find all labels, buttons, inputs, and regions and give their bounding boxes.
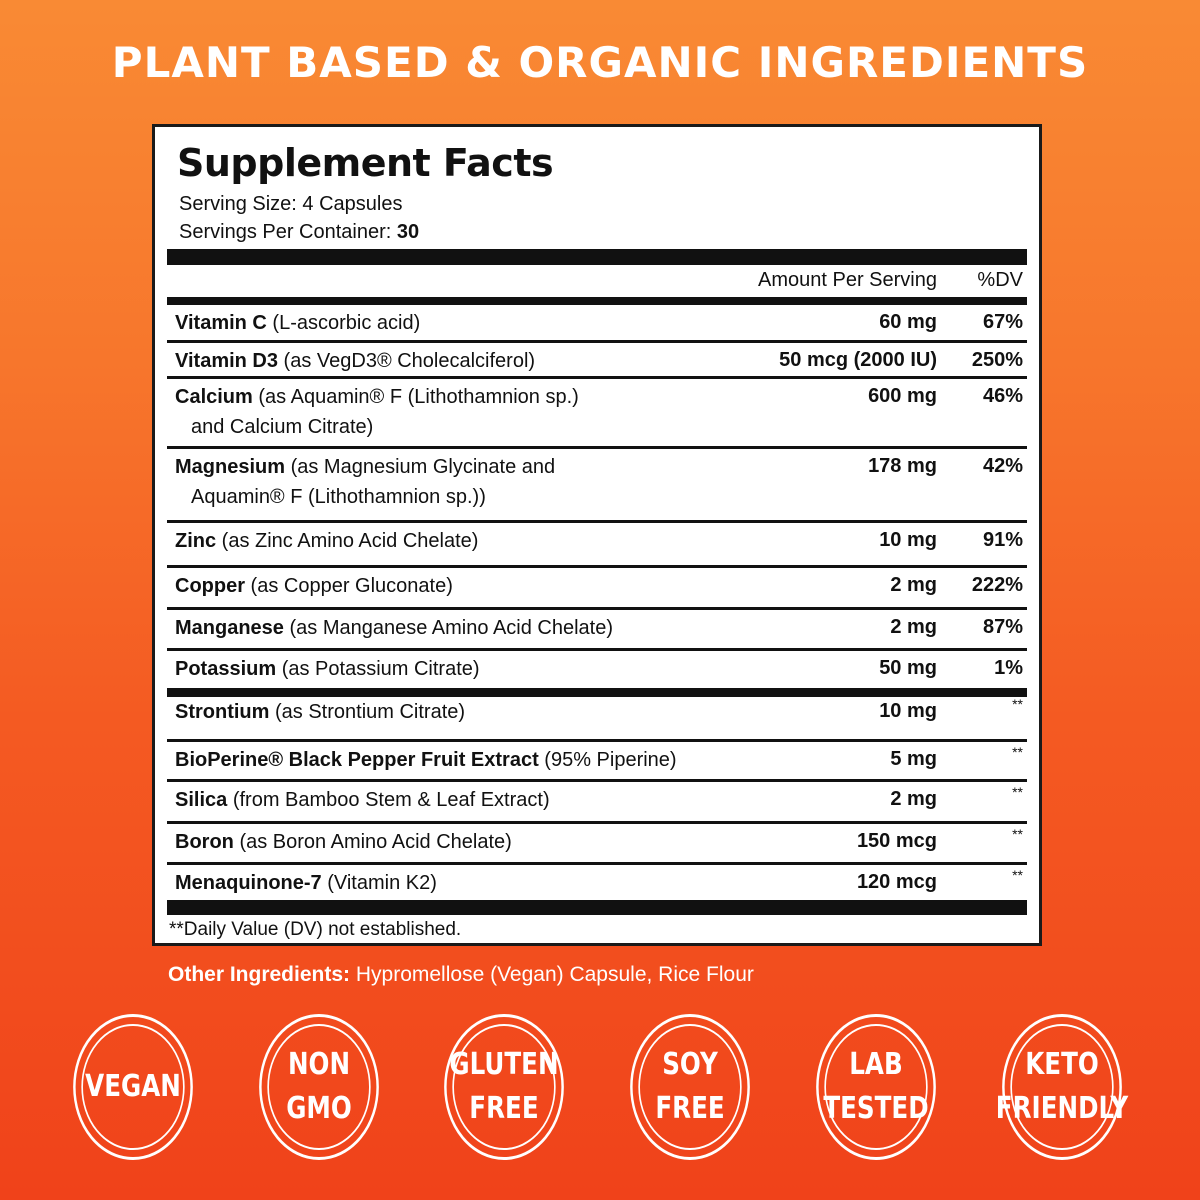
ingredient-name-bold: Copper (175, 575, 245, 597)
ingredient-source: (from Bamboo Stem & Leaf Extract) (227, 789, 550, 811)
ingredient-amount: 600 mg (868, 385, 937, 407)
servings-per-container-value: 30 (396, 221, 420, 243)
supplement-facts-panel (152, 124, 1042, 946)
ingredient-dv: 42% (982, 455, 1023, 477)
ingredient-name-bold: Menaquinone-7 (175, 872, 322, 894)
ingredient-dv: 46% (982, 385, 1023, 407)
ingredient-name (175, 308, 420, 338)
facts-row (167, 782, 1027, 824)
ingredient-source: (as Manganese Amino Acid Chelate) (283, 617, 614, 639)
col-amount-header: Amount Per Serving (758, 269, 937, 291)
ingredient-name (175, 526, 478, 556)
ingredient-source: (as Boron Amino Acid Chelate) (233, 831, 512, 853)
ingredient-amount: 178 mg (868, 455, 937, 477)
divider-thick (167, 249, 1027, 265)
facts-row (167, 379, 1027, 449)
dv-footnote: **Daily Value (DV) not established. (169, 919, 462, 940)
badge-non (259, 1014, 379, 1160)
badge-soy (630, 1014, 750, 1160)
ingredient-amount: 60 mg (879, 311, 937, 333)
ingredient-dv: 91% (982, 529, 1023, 551)
ingredient-amount: 120 mcg (856, 871, 937, 893)
ingredient-dv: ** (1012, 744, 1023, 760)
ingredient-amount: 2 mg (890, 788, 937, 810)
ingredient-source: (95% Piperine) (538, 749, 677, 771)
badge-line2: GMO (286, 1091, 352, 1126)
other-ingredients-value: Hypromellose (Vegan) Capsule, Rice Flour (350, 963, 754, 986)
ingredient-dv: 250% (971, 349, 1023, 371)
ingredient-name-bold: Zinc (175, 530, 217, 552)
ingredient-name (175, 697, 465, 727)
facts-row (167, 742, 1027, 782)
ingredient-name (175, 613, 613, 643)
badge-text (286, 1043, 352, 1131)
facts-row (167, 610, 1027, 651)
ingredient-name-bold: Vitamin D3 (175, 350, 278, 372)
badge-line2: FRIENDLY (995, 1091, 1129, 1126)
ingredient-dv: 222% (971, 574, 1023, 596)
ingredient-name-bold: Strontium (175, 701, 270, 723)
ingredient-name (175, 745, 677, 775)
ingredient-source: (L-ascorbic acid) (266, 312, 421, 334)
ingredient-name-bold: Silica (175, 789, 228, 811)
badge-line2: FREE (655, 1091, 725, 1126)
ingredient-source: (as Strontium Citrate) (269, 701, 466, 723)
facts-row (167, 865, 1027, 900)
ingredient-name (175, 827, 512, 857)
ingredient-name-bold: Calcium (175, 386, 253, 408)
badge-vegan (73, 1014, 193, 1160)
ingredient-name (175, 654, 480, 684)
badge-line1: VEGAN (85, 1069, 181, 1104)
ingredient-dv: ** (1012, 867, 1023, 883)
col-dv-header: %DV (977, 269, 1023, 291)
ingredient-name-bold: BioPerine® Black Pepper Fruit Extract (175, 749, 539, 771)
badge-gluten (444, 1014, 564, 1160)
serving-size: Serving Size: 4 Capsules (179, 193, 403, 215)
badge-text (823, 1043, 928, 1131)
badge-line2: FREE (469, 1091, 539, 1126)
badge-line1: SOY (662, 1047, 718, 1082)
other-ingredients (168, 963, 754, 987)
divider-medium (167, 297, 1027, 305)
ingredient-name-bold: Magnesium (175, 456, 286, 478)
ingredient-name (175, 868, 437, 898)
other-ingredients-label: Other Ingredients: (168, 963, 351, 986)
divider-thick-bottom (167, 900, 1027, 915)
ingredient-name (175, 785, 550, 815)
ingredient-amount: 10 mg (879, 529, 937, 551)
facts-row (167, 343, 1027, 379)
facts-title: Supplement Facts (177, 141, 554, 185)
badge-line1: LAB (849, 1047, 903, 1082)
facts-row (167, 449, 1027, 523)
ingredient-dv: 67% (982, 311, 1023, 333)
ingredient-source: (as VegD3® Cholecalciferol) (278, 350, 536, 372)
facts-row (167, 694, 1027, 742)
ingredient-amount: 5 mg (890, 748, 937, 770)
badge-line2: TESTED (823, 1091, 929, 1126)
ingredient-name (175, 382, 579, 442)
badge-text (996, 1043, 1128, 1131)
ingredient-source: (as Copper Gluconate) (245, 575, 453, 597)
servings-per-container-label: Servings Per Container: (179, 221, 397, 243)
facts-row (167, 523, 1027, 568)
ingredient-name (175, 346, 535, 376)
ingredient-name-bold: Boron (175, 831, 234, 853)
ingredient-amount: 2 mg (890, 616, 937, 638)
ingredient-source: (as Magnesium Glycinate and (285, 456, 556, 478)
ingredient-dv: ** (1012, 696, 1023, 712)
ingredient-amount: 150 mcg (856, 830, 937, 852)
ingredient-name-bold: Manganese (175, 617, 284, 639)
badge-text (85, 1065, 181, 1109)
ingredient-source: (Vitamin K2) (321, 872, 437, 894)
ingredient-amount: 10 mg (879, 700, 937, 722)
facts-row (167, 305, 1027, 343)
ingredient-dv: ** (1012, 784, 1023, 800)
ingredient-name (175, 452, 555, 512)
badge-keto (995, 1014, 1129, 1160)
badge-text (449, 1043, 558, 1131)
badge-line1: KETO (1025, 1047, 1099, 1082)
headline: PLANT BASED & ORGANIC INGREDIENTS (111, 38, 1089, 87)
badge-line1: GLUTEN (449, 1047, 559, 1082)
ingredient-dv: 1% (994, 657, 1023, 679)
badge-line1: NON (287, 1047, 351, 1082)
ingredient-source: (as Aquamin® F (Lithothamnion sp.) (252, 386, 579, 408)
badge-text (655, 1043, 724, 1131)
ingredient-source-line2: and Calcium Citrate) (191, 416, 374, 438)
ingredient-source: (as Potassium Citrate) (276, 658, 480, 680)
ingredient-amount: 50 mcg (2000 IU) (779, 349, 937, 371)
ingredient-dv: ** (1012, 826, 1023, 842)
ingredient-name-bold: Potassium (175, 658, 277, 680)
ingredient-amount: 2 mg (890, 574, 937, 596)
ingredient-source-line2: Aquamin® F (Lithothamnion sp.)) (191, 486, 486, 508)
badge-lab (816, 1014, 936, 1160)
ingredient-name-bold: Vitamin C (175, 312, 267, 334)
ingredient-source: (as Zinc Amino Acid Chelate) (216, 530, 479, 552)
facts-row (167, 568, 1027, 610)
ingredient-dv: 87% (982, 616, 1023, 638)
facts-row (167, 824, 1027, 865)
servings-per-container (179, 221, 419, 244)
ingredient-amount: 50 mg (879, 657, 937, 679)
ingredient-name (175, 571, 453, 601)
